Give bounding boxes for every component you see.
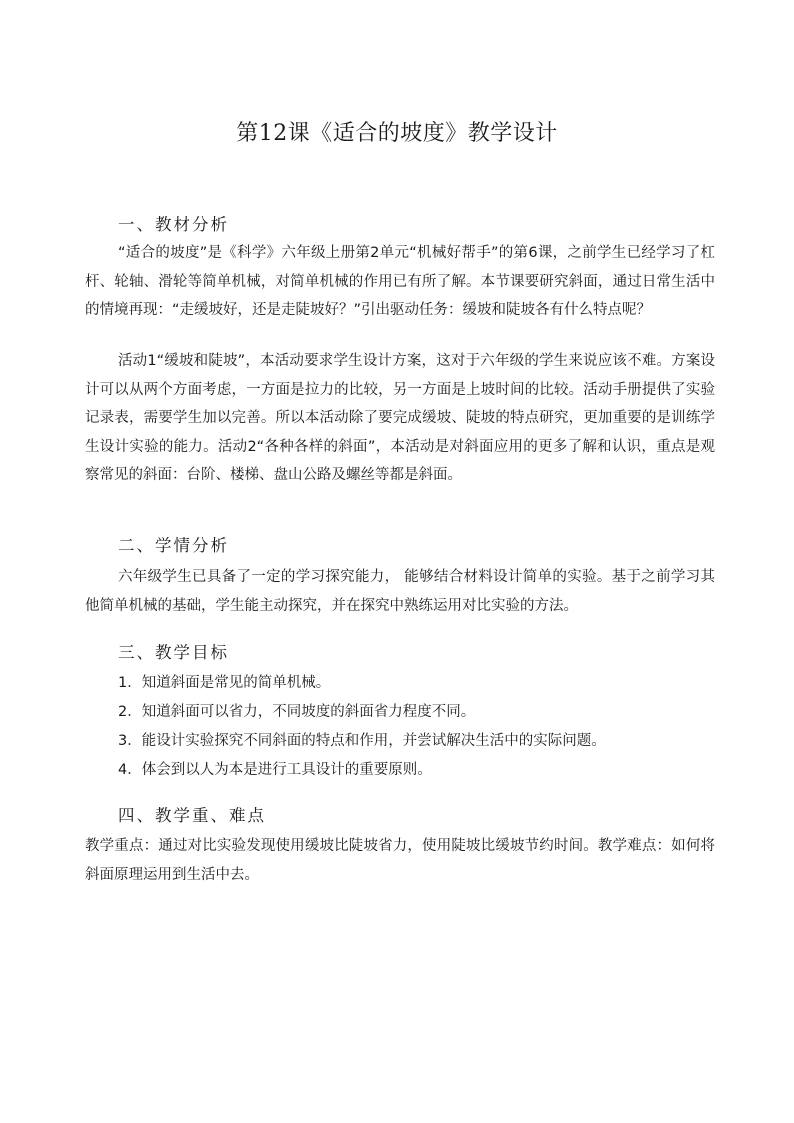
section-heading-textbook-analysis: 一、教材分析 [118, 215, 229, 234]
paragraph-textbook-analysis-2: 活动1“缓坡和陡坡”，本活动要求学生设计方案，这对于六年级的学生来说应该不难。方案设计可以从两个方面考虑，一方面是拉力的比较，另一方面是上坡时间的比较。活动手册提供了实验记录表，需要学生加以完善。所以本活动除了要完成缓坡、陡坡的特点研究，更加重要的是训练学生设计实验的能力。活动2“各种各样的斜面”，本活动是对斜面应用的更多了解和认识，重点是观察常见的斜面：台阶、楼梯、盘山公路及螺丝等都是斜面。 [85, 353, 715, 483]
objective-item-2: 2．知道斜面可以省力，不同坡度的斜面省力程度不同。 [118, 704, 476, 720]
objective-item-3: 3．能设计实验探究不同斜面的特点和作用，并尝试解决生活中的实际问题。 [118, 733, 606, 749]
section-heading-teaching-objectives: 三、教学目标 [118, 643, 229, 662]
objectives-list [118, 669, 606, 785]
objective-item-1: 1．知道斜面是常见的简单机械。 [118, 675, 331, 691]
section-heading-key-difficult-points: 四、教学重、难点 [118, 806, 266, 825]
document-title: 第12课《适合的坡度》教学设计 [236, 121, 558, 146]
objective-item-4: 4．体会到以人为本是进行工具设计的重要原则。 [118, 762, 432, 778]
paragraph-textbook-analysis-1: “适合的坡度”是《科学》六年级上册第2单元“机械好帮手”的第6课，之前学生已经学习了杠杆、轮轴、滑轮等简单机械，对简单机械的作用已有所了解。本节课要研究斜面，通过日常生活中的情境再现：“走缓坡好，还是走陡坡好？”引出驱动任务：缓坡和陡坡各有什么特点呢？ [85, 245, 715, 318]
paragraph-student-analysis: 六年级学生已具备了一定的学习探究能力， 能够结合材料设计简单的实验。基于之前学习其他简单机械的基础，学生能主动探究，并在探究中熟练运用对比实验的方法。 [85, 569, 715, 614]
paragraph-key-difficult-points: 教学重点：通过对比实验发现使用缓坡比陡坡省力，使用陡坡比缓坡节约时间。教学难点：如何将斜面原理运用到生活中去。 [85, 838, 715, 883]
section-heading-student-analysis: 二、学情分析 [118, 536, 229, 555]
